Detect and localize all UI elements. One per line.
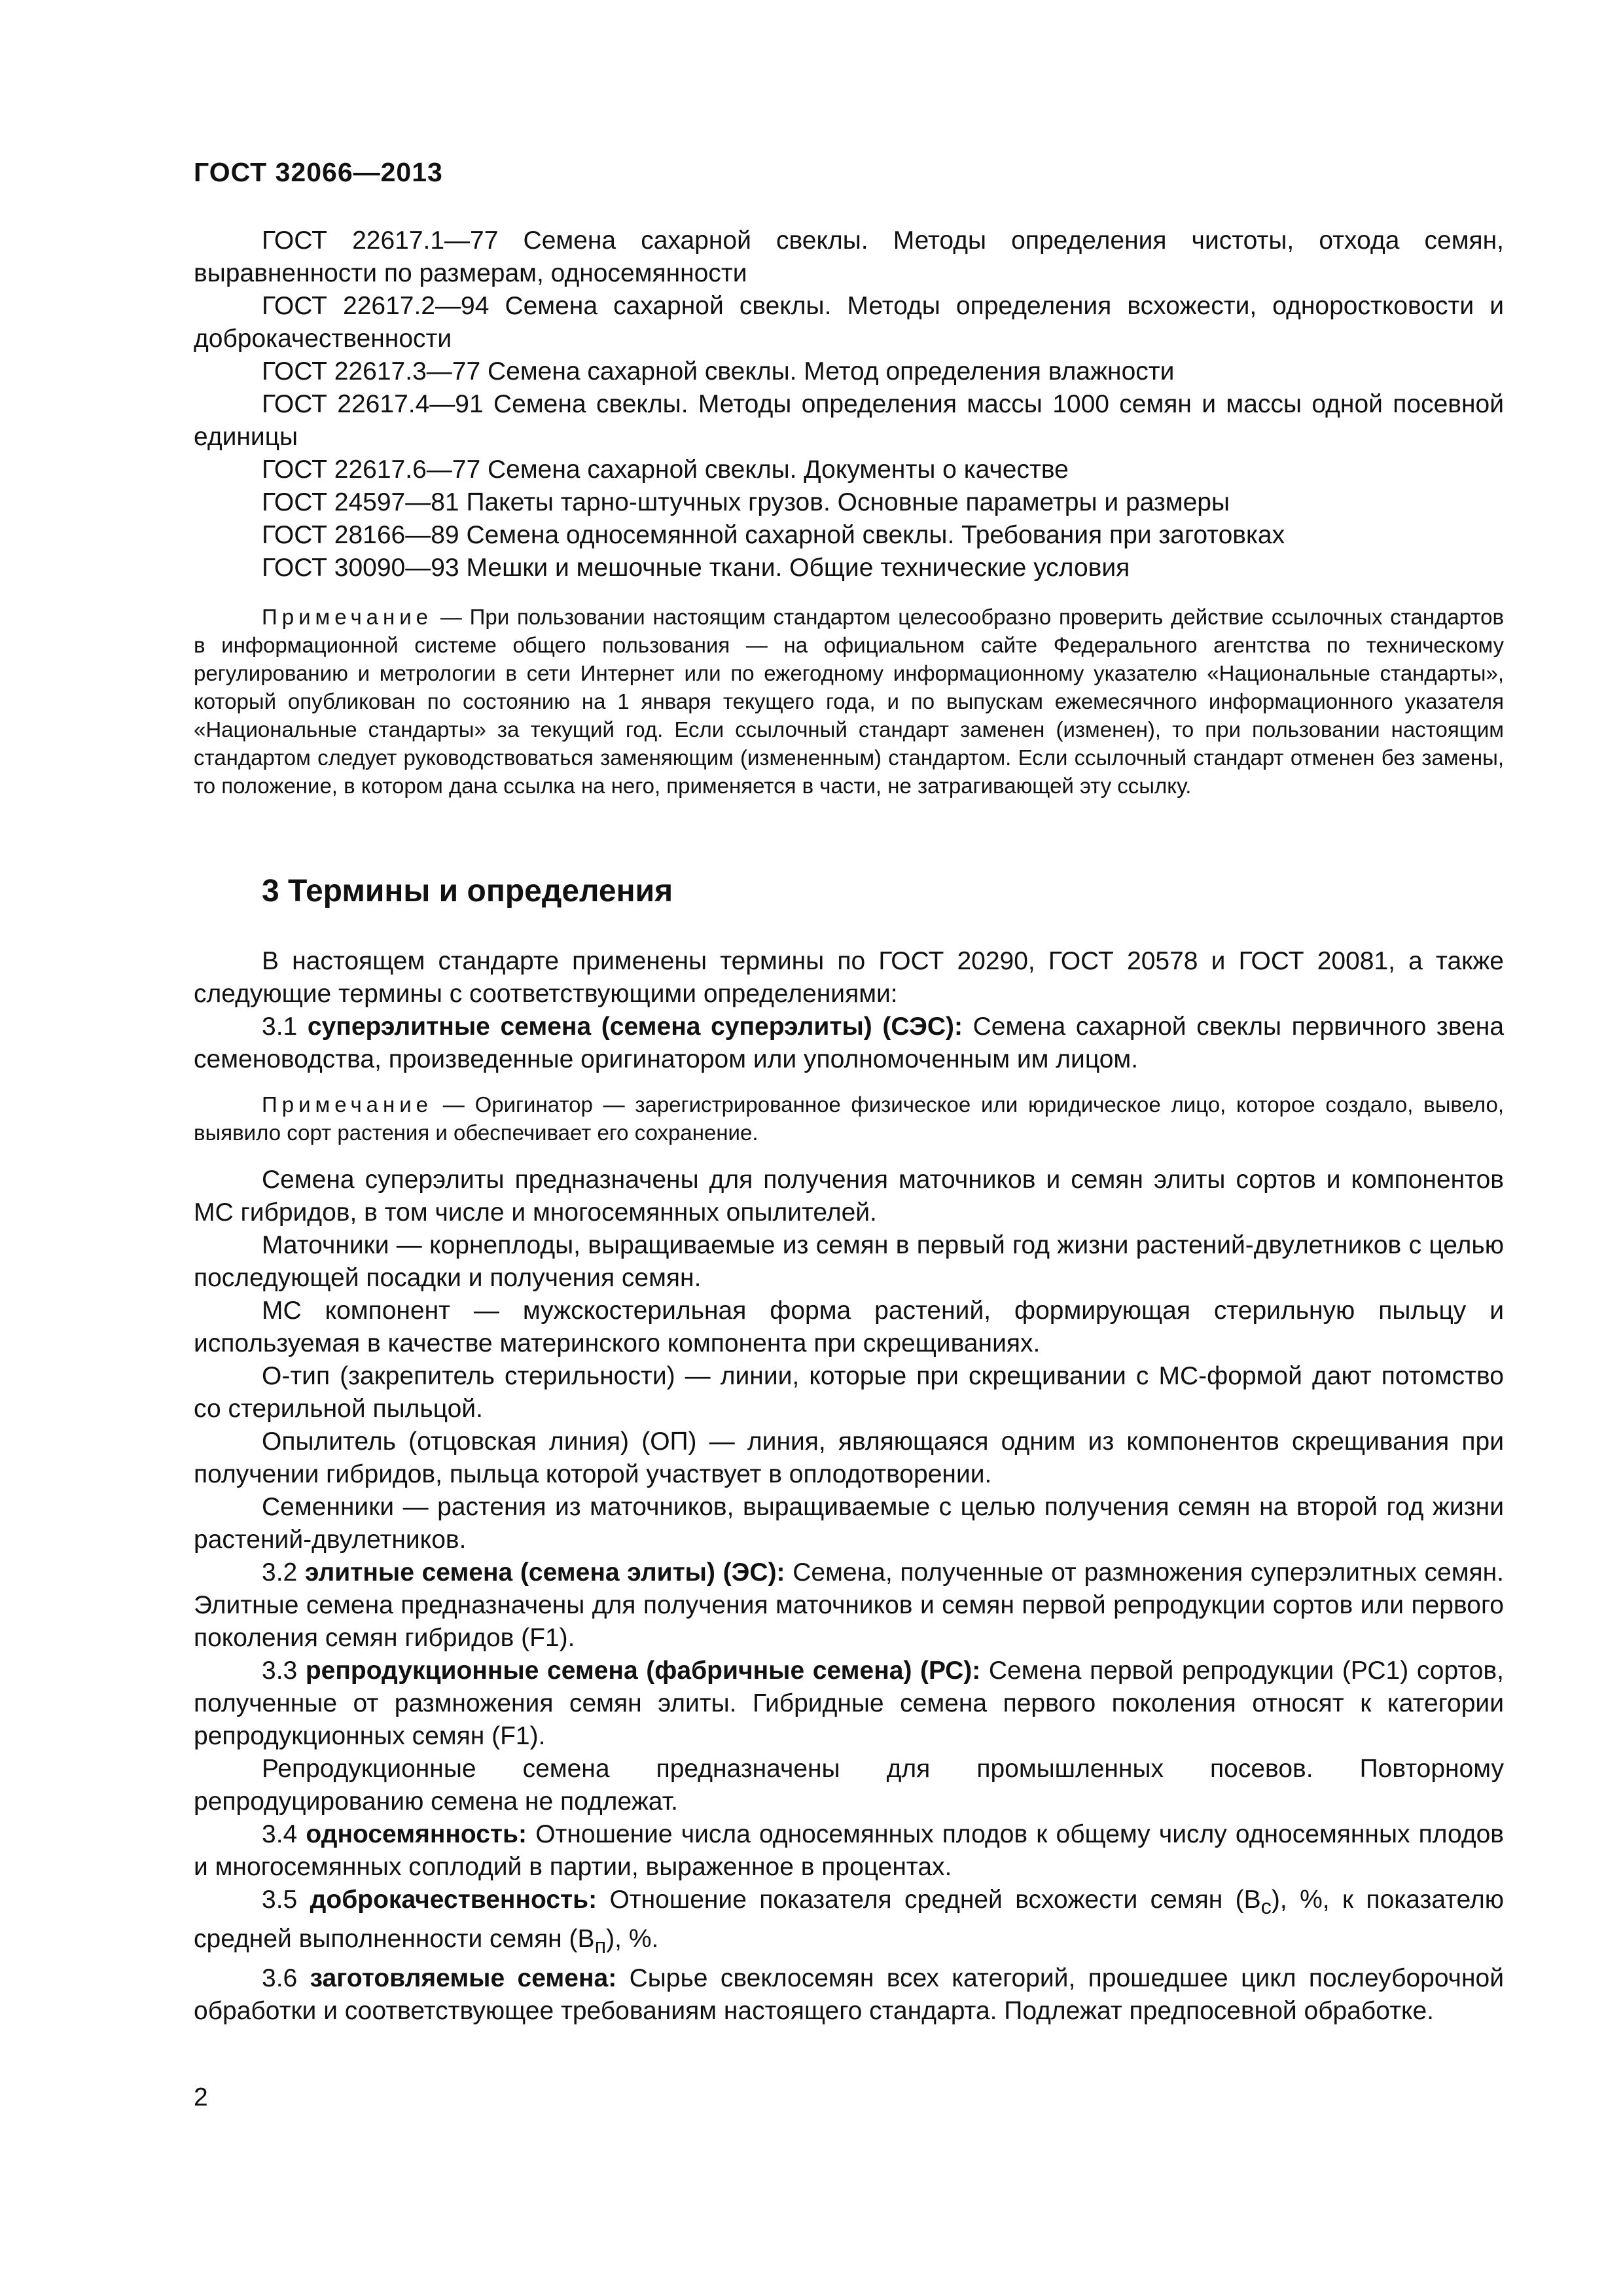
- normative-references: [194, 224, 1504, 584]
- term-name: заготовляемые семена:: [310, 1964, 617, 1992]
- term-number: 3.5: [262, 1886, 298, 1914]
- term-number: 3.1: [262, 1013, 298, 1041]
- term-name: односемянность:: [306, 1820, 527, 1848]
- reference-item: ГОСТ 30090—93 Мешки и мешочные ткани. Общие технические условия: [262, 554, 1130, 582]
- term-definition: Семена сахарной свеклы первичного звена семеноводства, произведенные оригинатором или уполномоченным им лицом.: [194, 1013, 1505, 1073]
- term-3-1: [194, 1011, 1504, 1076]
- section-intro: В настоящем стандарте применены термины по ГОСТ 20290, ГОСТ 20578 и ГОСТ 20081, а также следующие термины с соответствующими определениями:: [194, 947, 1504, 1008]
- references-note: [194, 603, 1504, 800]
- note-label: Примечание: [262, 605, 433, 629]
- section-title: 3 Термины и определения: [262, 874, 673, 908]
- term-definition: ), %.: [606, 1924, 659, 1953]
- paragraph-seed-plants: Семенники — растения из маточников, выращиваемые с целью получения семян на второй год жизни растений-двулетников.: [194, 1493, 1504, 1554]
- subscript: п: [594, 1933, 607, 1958]
- paragraph-pollinator: Опылитель (отцовская линия) (ОП) — линия, являющаяся одним из компонентов скрещивания при получении гибридов, пыльца которой участвует в оплодотворении.: [194, 1427, 1504, 1488]
- term-definition: Сырье свеклосемян всех категорий, прошедшее цикл послеуборочной обработки и соответствующее требованиям настоящего стандарта. Подлежат предпосевной обработке.: [194, 1964, 1504, 2025]
- reference-item: ГОСТ 22617.4—91 Семена свеклы. Методы определения массы 1000 семян и массы одной посевной единицы: [194, 390, 1504, 451]
- originator-note: [194, 1090, 1504, 1147]
- reference-item: ГОСТ 22617.6—77 Семена сахарной свеклы. Документы о качестве: [262, 456, 1069, 484]
- term-name: элитные семена (семена элиты) (ЭС):: [304, 1558, 785, 1587]
- paragraph-matochniki: Маточники — корнеплоды, выращиваемые из семян в первый год жизни растений-двулетников с целью последующей посадки и получения семян.: [194, 1231, 1504, 1292]
- term-number: 3.4: [262, 1820, 298, 1848]
- note-text: — Оригинатор — зарегистрированное физическое или юридическое лицо, которое создало, вывело, выявило сорт растения и обеспечивает его сохранение.: [194, 1092, 1504, 1145]
- paragraph-o-type: О-тип (закрепитель стерильности) — линии, которые при скрещивании с МС-формой дают потомство со стерильной пыльцой.: [194, 1362, 1504, 1423]
- paragraph-reproduction: Репродукционные семена предназначены для промышленных посевов. Повторному репродуцированию семена не подлежат.: [194, 1755, 1504, 1816]
- reference-item: ГОСТ 24597—81 Пакеты тарно-штучных грузов. Основные параметры и размеры: [262, 488, 1230, 516]
- page-number: 2: [194, 2083, 208, 2111]
- term-3-2: [194, 1556, 1504, 1655]
- term-3-4: [194, 1818, 1504, 1884]
- reference-item: ГОСТ 28166—89 Семена односемянной сахарной свеклы. Требования при заготовках: [262, 521, 1285, 549]
- paragraph-ms-component: МС компонент — мужскостерильная форма растений, формирующая стерильную пыльцу и используемая в качестве материнского компонента при скрещиваниях.: [194, 1297, 1504, 1357]
- reference-item: ГОСТ 22617.1—77 Семена сахарной свеклы. Методы определения чистоты, отхода семян, выравненности по размерам, односемянности: [194, 226, 1504, 287]
- term-definition: Отношение числа односемянных плодов к общему числу односемянных плодов и многосемянных соплодий в партии, выраженное в процентах.: [194, 1820, 1504, 1881]
- note-text: — При пользовании настоящим стандартом целесообразно проверить действие ссылочных стандартов в информационной системе общего пользования — на официальном сайте Федерального агентства по техническому регулированию и метрологии в сети Интернет или по ежегодному информационному указателю «Национальные стандарты», который опубликован по состоянию на 1 января текущего года, и по выпускам ежемесячного информационного указателя «Национальные стандарты» за текущий год. Если ссылочный стандарт заменен (изменен), то при пользовании настоящим стандартом следует руководствоваться заменяющим (измененным) стандартом. Если ссылочный стандарт отменен без замены, то положение, в котором дана ссылка на него, применяется в части, не затрагивающей эту ссылку.: [194, 605, 1504, 798]
- term-3-5: [194, 1884, 1504, 1962]
- term-number: 3.2: [262, 1558, 298, 1587]
- reference-item: ГОСТ 22617.2—94 Семена сахарной свеклы. Методы определения всхожести, одноростковости и доброкачественности: [194, 292, 1504, 353]
- term-name: суперэлитные семена (семена суперэлиты) (СЭС):: [307, 1013, 963, 1041]
- term-definition: Семена, полученные от размножения суперэлитных семян. Элитные семена предназначены для получения маточников и семян первой репродукции сортов или первого поколения семян гибридов (F1).: [194, 1558, 1504, 1652]
- reference-item: ГОСТ 22617.3—77 Семена сахарной свеклы. Метод определения влажности: [262, 357, 1175, 386]
- subscript: с: [1260, 1894, 1272, 1918]
- term-definition: Отношение показателя средней всхожести семян (В: [597, 1886, 1261, 1914]
- term-name: доброкачественность:: [310, 1886, 597, 1914]
- term-definition: Семена первой репродукции (РС1) сортов, полученные от размножения семян элиты. Гибридные семена первого поколения относят к категории репродукционных семян (F1).: [194, 1657, 1504, 1750]
- term-3-6: [194, 1962, 1504, 2028]
- term-number: 3.6: [262, 1964, 298, 1992]
- term-definition: ), %, к показателю средней выполненности семян (В: [194, 1886, 1504, 1953]
- paragraph-superelite: Семена суперэлиты предназначены для получения маточников и семян элиты сортов и компонентов МС гибридов, в том числе и многосемянных опылителей.: [194, 1166, 1504, 1227]
- document-header: ГОСТ 32066—2013: [194, 157, 443, 187]
- term-3-3: [194, 1655, 1504, 1753]
- term-name: репродукционные семена (фабричные семена) (РС):: [305, 1657, 981, 1685]
- term-number: 3.3: [262, 1657, 298, 1685]
- document-page: [194, 157, 1504, 2028]
- note-label: Примечание: [262, 1092, 433, 1117]
